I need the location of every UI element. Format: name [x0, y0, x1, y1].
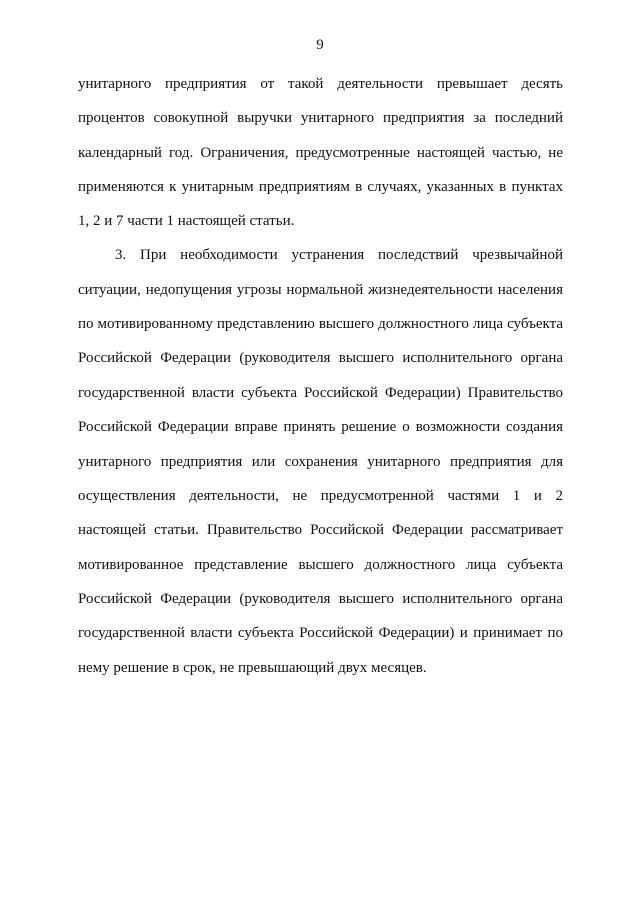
page-number: 9: [316, 37, 324, 53]
paragraph-line: государственной власти субъекта Российской Федерации) Правительство: [78, 385, 563, 401]
paragraph-line: мотивированное представление высшего должностного лица субъекта: [78, 557, 563, 573]
paragraph-line: по мотивированному представлению высшего должностного лица субъекта: [78, 316, 563, 332]
paragraph-line: Российской Федерации (руководителя высшего исполнительного органа: [78, 591, 563, 607]
paragraph-line: процентов совокупной выручки унитарного предприятия за последний: [78, 110, 563, 126]
paragraph-line: календарный год. Ограничения, предусмотренные настоящей частью, не: [78, 145, 563, 161]
paragraph-line: осуществления деятельности, не предусмотренной частями 1 и 2: [78, 488, 563, 504]
paragraph-line: 1, 2 и 7 части 1 настоящей статьи.: [78, 213, 295, 229]
paragraph-line: Российской Федерации вправе принять решение о возможности создания: [78, 419, 563, 435]
paragraph-line: ситуации, недопущения угрозы нормальной жизнедеятельности населения: [78, 282, 563, 298]
paragraph-line: нему решение в срок, не превышающий двух месяцев.: [78, 660, 427, 676]
paragraph-line: государственной власти субъекта Российской Федерации) и принимает по: [78, 625, 563, 641]
paragraph-line: Российской Федерации (руководителя высшего исполнительного органа: [78, 350, 563, 366]
paragraph-line: настоящей статьи. Правительство Российской Федерации рассматривает: [78, 522, 563, 538]
paragraph-line: унитарного предприятия или сохранения унитарного предприятия для: [78, 454, 563, 470]
paragraph-line: применяются к унитарным предприятиям в случаях, указанных в пунктах: [78, 179, 563, 195]
paragraph-line: 3. При необходимости устранения последствий чрезвычайной: [115, 247, 563, 263]
paragraph-line: унитарного предприятия от такой деятельности превышает десять: [78, 76, 563, 92]
